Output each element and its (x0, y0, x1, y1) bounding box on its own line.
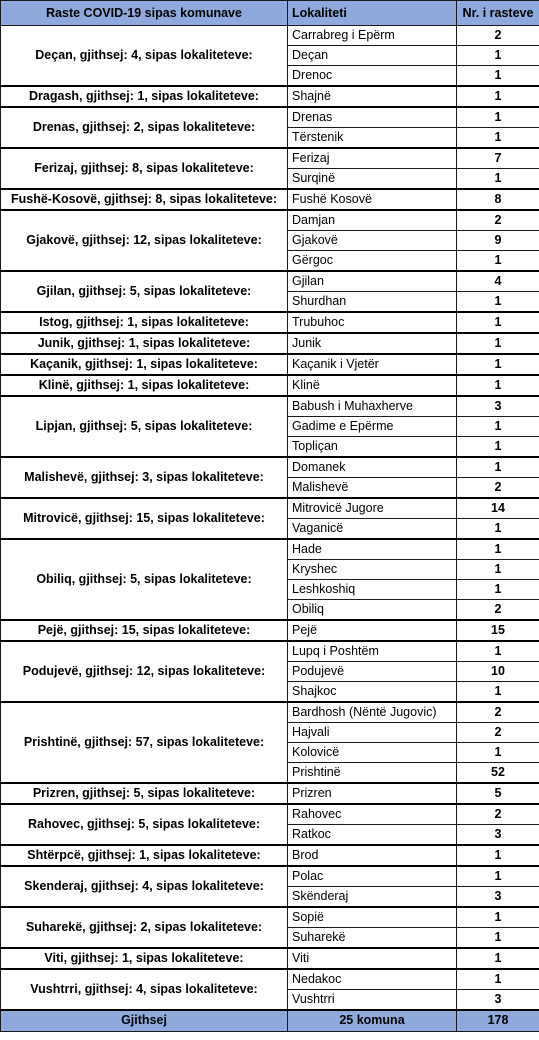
table-body (1, 26, 539, 1011)
locality-cases: 3 (457, 396, 539, 417)
table-row (1, 969, 539, 990)
locality-cases: 1 (457, 641, 539, 662)
total-municipalities: 25 komuna (288, 1010, 457, 1031)
locality-cases: 1 (457, 682, 539, 703)
locality-cases: 4 (457, 271, 539, 292)
municipality-label: Gjakovë, gjithsej: 12, sipas lokaliteteve: (1, 210, 288, 271)
locality-cases: 3 (457, 887, 539, 908)
locality-name: Drenoc (288, 66, 457, 87)
locality-cases: 8 (457, 189, 539, 210)
locality-name: Podujevë (288, 662, 457, 682)
locality-cases: 1 (457, 866, 539, 887)
locality-cases: 5 (457, 783, 539, 804)
table-row (1, 107, 539, 128)
table-row (1, 86, 539, 107)
locality-name: Leshkoshiq (288, 580, 457, 600)
locality-cases: 2 (457, 723, 539, 743)
municipality-label: Mitrovicë, gjithsej: 15, sipas lokaliteteve: (1, 498, 288, 539)
table-row (1, 396, 539, 417)
municipality-label: Prishtinë, gjithsej: 57, sipas lokaliteteve: (1, 702, 288, 783)
total-row (1, 1010, 539, 1031)
header-locality: Lokaliteti (288, 1, 457, 26)
locality-name: Hajvali (288, 723, 457, 743)
municipality-label: Dragash, gjithsej: 1, sipas lokaliteteve: (1, 86, 288, 107)
locality-cases: 1 (457, 128, 539, 149)
locality-name: Shurdhan (288, 292, 457, 313)
locality-name: Rahovec (288, 804, 457, 825)
table-row (1, 271, 539, 292)
municipality-label: Klinë, gjithsej: 1, sipas lokaliteteve: (1, 375, 288, 396)
locality-name: Ratkoc (288, 825, 457, 846)
locality-cases: 15 (457, 620, 539, 641)
table-row (1, 375, 539, 396)
header-municipality: Raste COVID-19 sipas komunave (1, 1, 288, 26)
municipality-label: Shtërpcë, gjithsej: 1, sipas lokaliteteve: (1, 845, 288, 866)
municipality-label: Podujevë, gjithsej: 12, sipas lokaliteteve: (1, 641, 288, 702)
municipality-label: Deçan, gjithsej: 4, sipas lokaliteteve: (1, 26, 288, 87)
locality-name: Hade (288, 539, 457, 560)
locality-name: Prishtinë (288, 763, 457, 784)
locality-cases: 1 (457, 519, 539, 540)
locality-name: Domanek (288, 457, 457, 478)
municipality-label: Viti, gjithsej: 1, sipas lokaliteteve: (1, 948, 288, 969)
municipality-label: Pejë, gjithsej: 15, sipas lokaliteteve: (1, 620, 288, 641)
table-row (1, 354, 539, 375)
table-row (1, 948, 539, 969)
locality-cases: 1 (457, 169, 539, 190)
locality-cases: 1 (457, 333, 539, 354)
locality-cases: 2 (457, 26, 539, 46)
header-row (1, 1, 539, 26)
municipality-label: Skenderaj, gjithsej: 4, sipas lokaliteteve: (1, 866, 288, 907)
locality-name: Suharekë (288, 928, 457, 949)
locality-name: Tërstenik (288, 128, 457, 149)
table-row (1, 539, 539, 560)
locality-name: Shajnë (288, 86, 457, 107)
municipality-label: Malishevë, gjithsej: 3, sipas lokaliteteve: (1, 457, 288, 498)
locality-cases: 1 (457, 969, 539, 990)
locality-name: Obiliq (288, 600, 457, 621)
table-row (1, 148, 539, 169)
locality-cases: 1 (457, 948, 539, 969)
locality-name: Gjakovë (288, 231, 457, 251)
table-row (1, 845, 539, 866)
locality-name: Vushtrri (288, 990, 457, 1011)
locality-cases: 1 (457, 417, 539, 437)
locality-name: Malishevë (288, 478, 457, 499)
locality-name: Polac (288, 866, 457, 887)
locality-name: Kolovicë (288, 743, 457, 763)
municipality-label: Istog, gjithsej: 1, sipas lokaliteteve: (1, 312, 288, 333)
locality-cases: 1 (457, 743, 539, 763)
locality-name: Bardhosh (Nëntë Jugovic) (288, 702, 457, 723)
locality-name: Brod (288, 845, 457, 866)
locality-cases: 1 (457, 312, 539, 333)
locality-name: Fushë Kosovë (288, 189, 457, 210)
table-row (1, 210, 539, 231)
locality-name: Shajkoc (288, 682, 457, 703)
municipality-label: Drenas, gjithsej: 2, sipas lokaliteteve: (1, 107, 288, 148)
locality-name: Surqinë (288, 169, 457, 190)
locality-name: Topliçan (288, 437, 457, 458)
locality-name: Carrabreg i Epërm (288, 26, 457, 46)
locality-name: Junik (288, 333, 457, 354)
locality-name: Skënderaj (288, 887, 457, 908)
total-label: Gjithsej (1, 1010, 288, 1031)
total-cases: 178 (457, 1010, 539, 1031)
locality-cases: 2 (457, 702, 539, 723)
locality-cases: 52 (457, 763, 539, 784)
locality-cases: 9 (457, 231, 539, 251)
locality-cases: 7 (457, 148, 539, 169)
locality-cases: 1 (457, 907, 539, 928)
table-row (1, 907, 539, 928)
municipality-label: Kaçanik, gjithsej: 1, sipas lokaliteteve: (1, 354, 288, 375)
locality-name: Lupq i Poshtëm (288, 641, 457, 662)
locality-cases: 1 (457, 457, 539, 478)
locality-cases: 1 (457, 107, 539, 128)
table-row (1, 783, 539, 804)
table-row (1, 702, 539, 723)
municipality-label: Gjilan, gjithsej: 5, sipas lokaliteteve: (1, 271, 288, 312)
locality-cases: 1 (457, 845, 539, 866)
locality-name: Gërgoc (288, 251, 457, 272)
table-row (1, 620, 539, 641)
locality-name: Kaçanik i Vjetër (288, 354, 457, 375)
table-row (1, 641, 539, 662)
locality-name: Gjilan (288, 271, 457, 292)
municipality-label: Lipjan, gjithsej: 5, sipas lokaliteteve: (1, 396, 288, 457)
locality-cases: 2 (457, 804, 539, 825)
locality-cases: 1 (457, 66, 539, 87)
locality-name: Klinë (288, 375, 457, 396)
table-row (1, 26, 539, 46)
locality-cases: 2 (457, 478, 539, 499)
locality-cases: 2 (457, 210, 539, 231)
table-row (1, 333, 539, 354)
municipality-label: Suharekë, gjithsej: 2, sipas lokaliteteve: (1, 907, 288, 948)
locality-cases: 1 (457, 46, 539, 66)
locality-cases: 1 (457, 354, 539, 375)
municipality-label: Prizren, gjithsej: 5, sipas lokaliteteve: (1, 783, 288, 804)
locality-cases: 10 (457, 662, 539, 682)
locality-name: Babush i Muhaxherve (288, 396, 457, 417)
locality-name: Ferizaj (288, 148, 457, 169)
locality-cases: 3 (457, 825, 539, 846)
municipality-label: Fushë-Kosovë, gjithsej: 8, sipas lokaliteteve: (1, 189, 288, 210)
municipality-label: Ferizaj, gjithsej: 8, sipas lokaliteteve: (1, 148, 288, 189)
locality-name: Prizren (288, 783, 457, 804)
table-row (1, 189, 539, 210)
locality-name: Damjan (288, 210, 457, 231)
locality-cases: 1 (457, 560, 539, 580)
locality-name: Mitrovicë Jugore (288, 498, 457, 519)
locality-name: Drenas (288, 107, 457, 128)
locality-cases: 1 (457, 928, 539, 949)
locality-name: Deçan (288, 46, 457, 66)
locality-cases: 1 (457, 292, 539, 313)
municipality-label: Rahovec, gjithsej: 5, sipas lokaliteteve: (1, 804, 288, 845)
table-row (1, 457, 539, 478)
table-row (1, 866, 539, 887)
locality-cases: 3 (457, 990, 539, 1011)
locality-cases: 1 (457, 251, 539, 272)
locality-cases: 1 (457, 375, 539, 396)
locality-name: Sopië (288, 907, 457, 928)
locality-cases: 1 (457, 580, 539, 600)
locality-name: Kryshec (288, 560, 457, 580)
municipality-label: Junik, gjithsej: 1, sipas lokaliteteve: (1, 333, 288, 354)
locality-cases: 1 (457, 86, 539, 107)
locality-cases: 14 (457, 498, 539, 519)
locality-name: Trubuhoc (288, 312, 457, 333)
locality-name: Vaganicë (288, 519, 457, 540)
header-cases: Nr. i rasteve (457, 1, 539, 26)
locality-name: Gadime e Epërme (288, 417, 457, 437)
municipality-label: Vushtrri, gjithsej: 4, sipas lokaliteteve: (1, 969, 288, 1010)
table-row (1, 312, 539, 333)
locality-name: Pejë (288, 620, 457, 641)
locality-cases: 1 (457, 539, 539, 560)
locality-cases: 1 (457, 437, 539, 458)
locality-name: Viti (288, 948, 457, 969)
locality-cases: 2 (457, 600, 539, 621)
locality-name: Nedakoc (288, 969, 457, 990)
table-row (1, 498, 539, 519)
municipality-label: Obiliq, gjithsej: 5, sipas lokaliteteve: (1, 539, 288, 620)
table-row (1, 804, 539, 825)
